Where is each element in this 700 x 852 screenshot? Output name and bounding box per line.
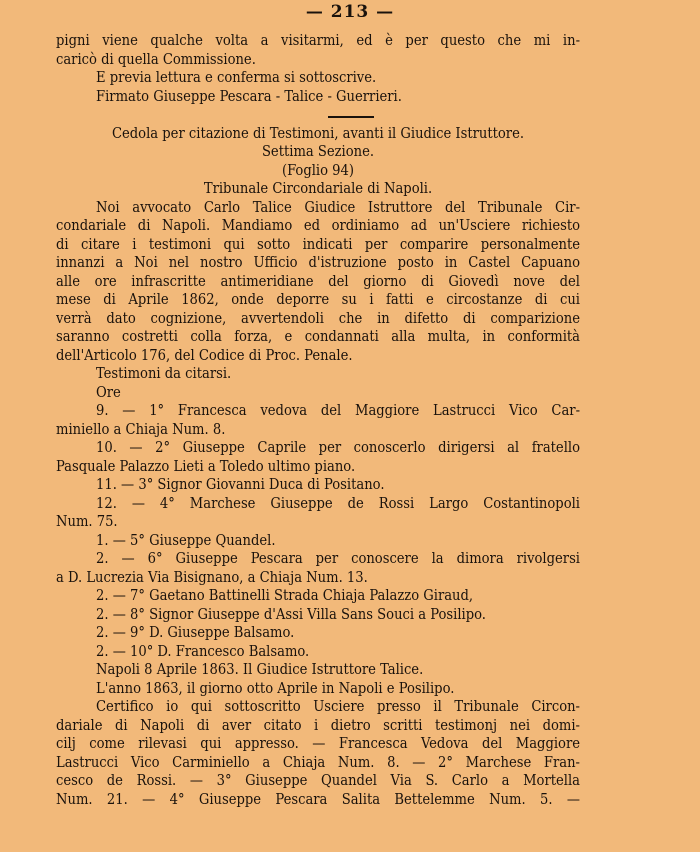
text-line: dell'Articolo 176, del Codice di Proc. Penale. (56, 346, 353, 364)
text-line: Pasquale Palazzo Lieti a Toledo ultimo piano. (56, 457, 356, 475)
text-line: cilj come rilevasi qui appresso. — Francesca Vedova del Maggiore (56, 735, 580, 752)
section-divider (56, 106, 580, 125)
text-line: (Foglio 94) (281, 161, 355, 179)
text-line: 2. — 10° D. Francesco Balsamo. (96, 642, 310, 660)
text-line: alle ore infrascritte antimeridiane del giorno di Giovedì nove del (56, 272, 580, 290)
text-line: Certifico io qui sottoscritto Usciere presso il Tribunale Circon- (96, 698, 580, 715)
text-line: 2. — 7° Gaetano Battinelli Strada Chiaja Palazzo Giraud, (96, 587, 474, 604)
text-line: Tribunale Circondariale di Napoli. (203, 180, 433, 197)
text-line: condariale di Napoli. Mandiamo ed ordiniamo ad un'Usciere richiesto (56, 217, 580, 234)
text-line: innanzi a Noi nel nostro Ufficio d'istruzione posto in Castel Capuano (56, 254, 580, 271)
text-line: 9. — 1° Francesca vedova del Maggiore Lastrucci Vico Car- (96, 402, 580, 419)
text-line: saranno costretti colla forza, e condannati alla multa, in conformità (56, 328, 580, 345)
text-line: dariale di Napoli di aver citato i dietro scritti testimonj nei domi- (56, 716, 580, 734)
text-line: pigni viene qualche volta a visitarmi, ed è per questo che mi in- (56, 32, 580, 49)
text-line: mese di Aprile 1862, onde deporre su i fatti e circostanze di cui (56, 291, 580, 308)
text-line: 1. — 5° Giuseppe Quandel. (96, 531, 276, 549)
text-line: 2. — 8° Signor Giuseppe d'Assi Villa Sans Souci a Posilipo. (96, 605, 486, 623)
text-line: a D. Lucrezia Via Bisignano, a Chiaja Num. 13. (56, 568, 368, 586)
text-line: Num. 21. — 4° Giuseppe Pescara Salita Bettelemme Num. 5. — (56, 790, 580, 808)
page-number: — 213 — (305, 2, 395, 22)
text-line: Cedola per citazione di Testimoni, avanti il Giudice Istruttore. (111, 124, 525, 142)
text-line: Num. 75. (56, 513, 118, 530)
text-line: 11. — 3° Signor Giovanni Duca di Positano. (96, 476, 385, 493)
text-line: 12. — 4° Marchese Giuseppe de Rossi Largo Costantinopoli (96, 494, 580, 512)
text-line: Testimoni da citarsi. (96, 365, 232, 382)
divider-rule (328, 116, 374, 118)
text-line: caricò di quella Commissione. (56, 50, 256, 68)
text-line: 10. — 2° Giuseppe Caprile per conoscerlo dirigersi al fratello (96, 439, 580, 456)
text-line: 2. — 9° D. Giuseppe Balsamo. (96, 624, 295, 641)
text-line: Napoli 8 Aprile 1863. Il Giudice Istruttore Talice. (96, 661, 424, 678)
text-line: Lastrucci Vico Carminiello a Chiaja Num. 8. — 2° Marchese Fran- (56, 753, 580, 771)
text-line: Settima Sezione. (261, 143, 375, 160)
text-line: 2. — 6° Giuseppe Pescara per conoscere la dimora rivolgersi (96, 550, 580, 567)
text-line: Ore (96, 383, 121, 401)
text-line: E previa lettura e conferma si sottoscrive. (96, 69, 377, 86)
text-line: di citare i testimoni qui sotto indicati per comparire personalmente (56, 235, 580, 253)
text-line: Firmato Giuseppe Pescara - Talice - Guerrieri. (96, 87, 402, 105)
text-line: L'anno 1863, il giorno otto Aprile in Napoli e Posilipo. (96, 679, 455, 697)
text-line: cesco de Rossi. — 3° Giuseppe Quandel Via S. Carlo a Mortella (56, 772, 580, 789)
text-line: Noi avvocato Carlo Talice Giudice Istruttore del Tribunale Cir- (96, 198, 580, 216)
document-body (56, 32, 580, 809)
text-line: miniello a Chiaja Num. 8. (56, 420, 226, 438)
text-line: verrà dato cognizione, avvertendoli che in difetto di comparizione (56, 309, 580, 327)
